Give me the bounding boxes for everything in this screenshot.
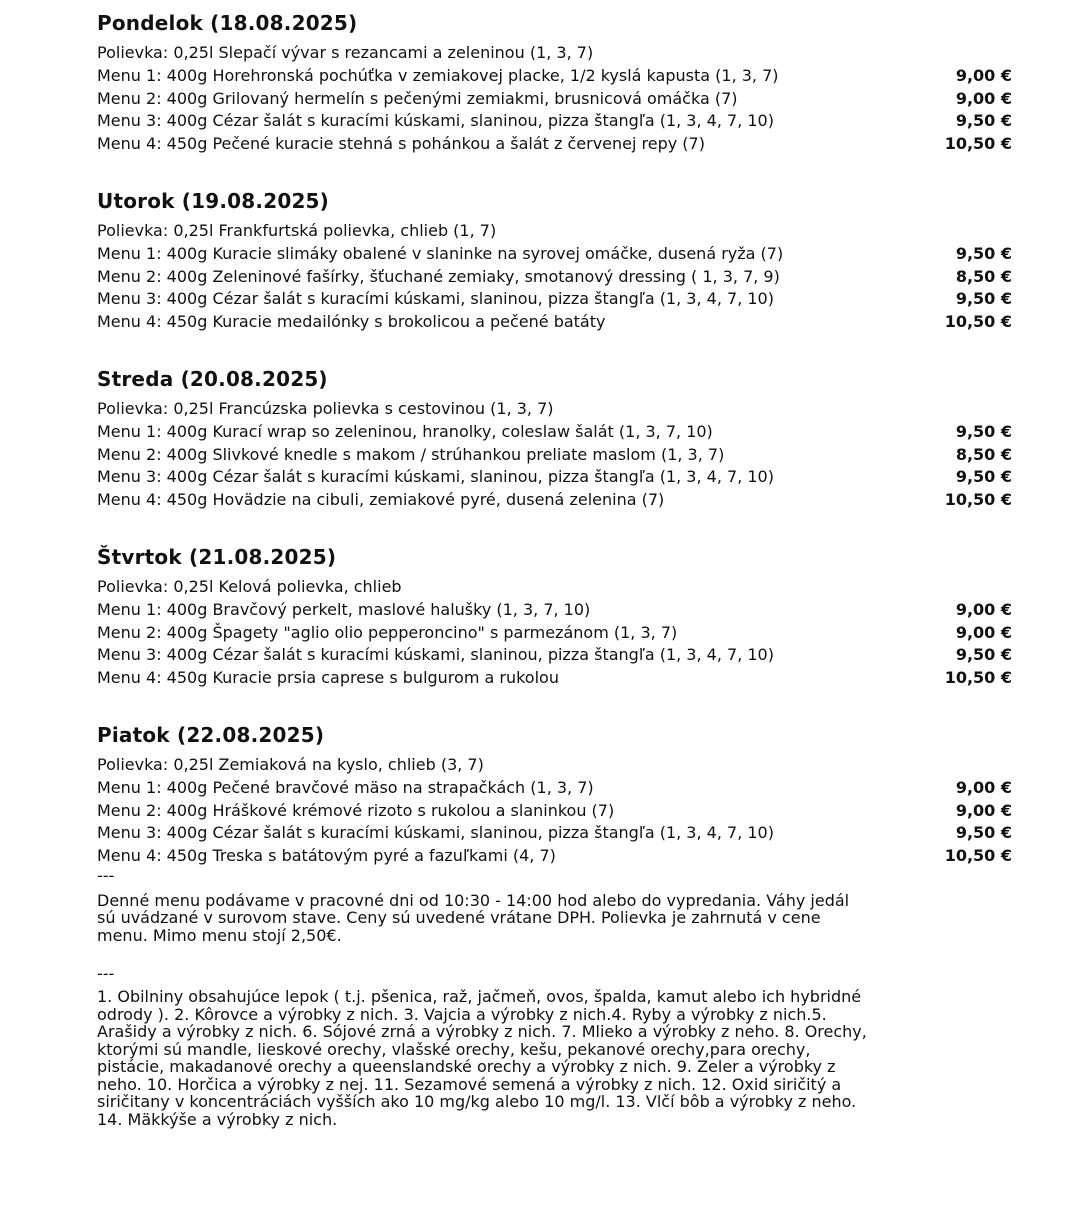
- menu-item: [97, 777, 1012, 800]
- soup-line: [97, 754, 1012, 777]
- menu-description: Menu 3: 400g Cézar šalát s kuracími kúskami, slaninou, pizza štangľa (1, 3, 4, 7, 10): [97, 111, 774, 131]
- menu-item: [97, 822, 1012, 845]
- menu-item: [97, 266, 1012, 289]
- day-title: Utorok (19.08.2025): [97, 188, 330, 213]
- day-section: [97, 188, 1012, 334]
- menu-price: 10,50 €: [944, 134, 1012, 154]
- separator: ---: [97, 964, 115, 984]
- separator: ---: [97, 865, 115, 885]
- menu-item: [97, 667, 1012, 690]
- menu-item: [97, 243, 1012, 266]
- soup-description: Polievka: 0,25l Frankfurtská polievka, chlieb (1, 7): [97, 220, 497, 240]
- menu-description: Menu 4: 450g Hovädzie na cibuli, zemiakové pyré, dusená zelenina (7): [97, 490, 665, 510]
- day-section: [97, 10, 1012, 156]
- allergen-line: Arašidy a výrobky z nich. 6. Sójové zrná a výrobky z nich. 7. Mlieko a výrobky z neho. 8. Orechy,: [97, 1022, 867, 1042]
- menu-description: Menu 1: 400g Horehronská pochúťka v zemiakovej placke, 1/2 kyslá kapusta (1, 3, 7): [97, 65, 779, 85]
- menu-description: Menu 3: 400g Cézar šalát s kuracími kúskami, slaninou, pizza štangľa (1, 3, 4, 7, 10): [97, 823, 774, 843]
- weekly-menu: [97, 10, 1012, 868]
- soup-line: [97, 576, 1012, 599]
- menu-price: 9,50 €: [955, 421, 1012, 441]
- menu-price: 9,50 €: [955, 645, 1012, 665]
- allergen-line: ktorými sú mandle, lieskové orechy, vlašské orechy, kešu, pekanové orechy,para orechy,: [97, 1039, 811, 1059]
- day-title: Streda (20.08.2025): [97, 366, 328, 391]
- menu-item: [97, 622, 1012, 645]
- menu-description: Menu 4: 450g Kuracie medailónky s brokolicou a pečené batáty: [97, 312, 606, 332]
- menu-description: Menu 2: 400g Zeleninové fašírky, šťuchané zemiaky, smotanový dressing ( 1, 3, 7, 9): [97, 266, 780, 286]
- menu-description: Menu 3: 400g Cézar šalát s kuracími kúskami, slaninou, pizza štangľa (1, 3, 4, 7, 10): [97, 467, 774, 487]
- menu-item: [97, 599, 1012, 622]
- menu-price: 9,00 €: [955, 88, 1012, 108]
- menu-description: Menu 3: 400g Cézar šalát s kuracími kúskami, slaninou, pizza štangľa (1, 3, 4, 7, 10): [97, 645, 774, 665]
- menu-item: [97, 288, 1012, 311]
- menu-description: Menu 2: 400g Hráškové krémové rizoto s rukolou a slaninkou (7): [97, 800, 615, 820]
- allergen-line: 14. Mäkkýše a výrobky z nich.: [97, 1109, 338, 1129]
- day-title: Štvrtok (21.08.2025): [97, 544, 337, 569]
- soup-line: [97, 42, 1012, 65]
- allergen-line: pistácie, makadanové orechy a queenslandské orechy a výrobky z nich. 9. Zeler a výrobky z: [97, 1057, 836, 1077]
- menu-description: Menu 3: 400g Cézar šalát s kuracími kúskami, slaninou, pizza štangľa (1, 3, 4, 7, 10): [97, 289, 774, 309]
- info-line: sú uvádzané v surovom stave. Ceny sú uvedené vrátane DPH. Polievka je zahrnutá v cene: [97, 908, 821, 928]
- menu-description: Menu 1: 400g Bravčový perkelt, maslové halušky (1, 3, 7, 10): [97, 599, 591, 619]
- menu-item: [97, 88, 1012, 111]
- menu-description: Menu 1: 400g Pečené bravčové mäso na strapačkách (1, 3, 7): [97, 777, 594, 797]
- menu-price: 9,00 €: [955, 65, 1012, 85]
- menu-item: [97, 421, 1012, 444]
- allergen-line: odrody ). 2. Kôrovce a výrobky z nich. 3. Vajcia a výrobky z nich.4. Ryby a výrobky z nich.5.: [97, 1004, 827, 1024]
- menu-item: [97, 110, 1012, 133]
- menu-item: [97, 644, 1012, 667]
- menu-price: 9,50 €: [955, 289, 1012, 309]
- menu-price: 10,50 €: [944, 490, 1012, 510]
- menu-description: Menu 2: 400g Grilovaný hermelín s pečenými zemiakmi, brusnicová omáčka (7): [97, 88, 738, 108]
- menu-item: [97, 311, 1012, 334]
- menu-price: 10,50 €: [944, 846, 1012, 866]
- menu-price: 9,00 €: [955, 800, 1012, 820]
- menu-price: 10,50 €: [944, 312, 1012, 332]
- menu-price: 8,50 €: [955, 266, 1012, 286]
- menu-price: 10,50 €: [944, 668, 1012, 688]
- menu-description: Menu 1: 400g Kuracie slimáky obalené v slaninke na syrovej omáčke, dusená ryža (7): [97, 243, 784, 263]
- menu-item: [97, 800, 1012, 823]
- menu-description: Menu 1: 400g Kurací wrap so zeleninou, hranolky, coleslaw šalát (1, 3, 7, 10): [97, 421, 713, 441]
- menu-item: [97, 466, 1012, 489]
- day-title: Pondelok (18.08.2025): [97, 11, 358, 35]
- menu-price: 9,50 €: [955, 467, 1012, 487]
- soup-line: [97, 220, 1012, 243]
- day-section: [97, 366, 1012, 512]
- menu-price: 9,50 €: [955, 243, 1012, 263]
- allergen-legend: [97, 988, 1012, 1128]
- service-info: [97, 892, 1012, 945]
- soup-description: Polievka: 0,25l Slepačí vývar s rezancami a zeleninou (1, 3, 7): [97, 43, 594, 62]
- menu-document: [97, 10, 1012, 1128]
- day-section: [97, 544, 1012, 690]
- menu-description: Menu 2: 400g Špagety "aglio olio pepperoncino" s parmezánom (1, 3, 7): [97, 622, 678, 642]
- menu-price: 9,50 €: [955, 111, 1012, 131]
- menu-description: Menu 2: 400g Slivkové knedle s makom / strúhankou preliate maslom (1, 3, 7): [97, 444, 725, 464]
- menu-price: 9,00 €: [955, 777, 1012, 797]
- day-title: Piatok (22.08.2025): [97, 722, 325, 747]
- menu-description: Menu 4: 450g Treska s batátovým pyré a fazuľkami (4, 7): [97, 846, 556, 866]
- soup-description: Polievka: 0,25l Kelová polievka, chlieb: [97, 576, 402, 596]
- menu-description: Menu 4: 450g Kuracie prsia caprese s bulgurom a rukolou: [97, 668, 559, 688]
- menu-item: [97, 845, 1012, 868]
- soup-line: [97, 398, 1012, 421]
- info-line: menu. Mimo menu stojí 2,50€.: [97, 925, 342, 945]
- info-line: Denné menu podávame v pracovné dni od 10:30 - 14:00 hod alebo do vypredania. Váhy jedál: [97, 890, 850, 910]
- allergen-line: siričitany v koncentráciách vyšších ako 10 mg/kg alebo 10 mg/l. 13. Vlčí bôb a výrobky z neho.: [97, 1092, 857, 1112]
- menu-item: [97, 65, 1012, 88]
- day-section: [97, 722, 1012, 868]
- soup-description: Polievka: 0,25l Zemiaková na kyslo, chlieb (3, 7): [97, 754, 484, 774]
- menu-price: 9,50 €: [955, 823, 1012, 843]
- allergen-line: neho. 10. Horčica a výrobky z nej. 11. Sezamové semená a výrobky z nich. 12. Oxid siričitý a: [97, 1074, 842, 1094]
- soup-description: Polievka: 0,25l Francúzska polievka s cestovinou (1, 3, 7): [97, 398, 554, 418]
- menu-description: Menu 4: 450g Pečené kuracie stehná s pohánkou a šalát z červenej repy (7): [97, 134, 705, 154]
- menu-price: 9,00 €: [955, 622, 1012, 642]
- menu-item: [97, 133, 1012, 156]
- menu-price: 8,50 €: [955, 444, 1012, 464]
- menu-price: 9,00 €: [955, 599, 1012, 619]
- menu-item: [97, 444, 1012, 467]
- allergen-line: 1. Obilniny obsahujúce lepok ( t.j. pšenica, raž, jačmeň, ovos, špalda, kamut alebo ich hybridné: [97, 987, 862, 1007]
- menu-item: [97, 489, 1012, 512]
